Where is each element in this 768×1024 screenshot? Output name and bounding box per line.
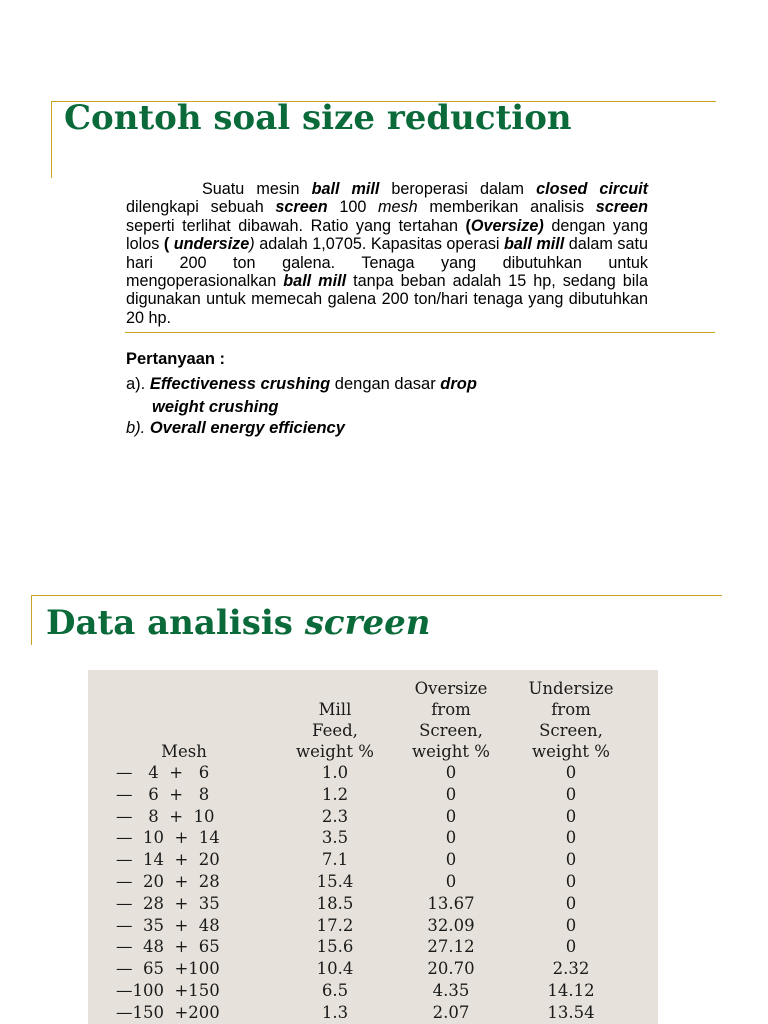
header-line: from (431, 700, 471, 719)
paragraph-segment: Suatu mesin (202, 180, 312, 198)
table-row (88, 936, 630, 958)
cell-oversize: 2.07 (432, 1002, 470, 1022)
cell-mill-feed: 1.2 (321, 784, 349, 804)
header-oversize (390, 670, 512, 762)
cell-undersize: 0 (565, 893, 577, 913)
table-row (88, 827, 630, 849)
cell-mill-feed: 18.5 (316, 893, 354, 913)
cell-undersize: 0 (565, 850, 577, 870)
cell-undersize: 0 (565, 784, 577, 804)
slide2-title-emph: screen (304, 603, 431, 643)
paragraph-segment: screen (595, 198, 648, 217)
table-row (88, 849, 630, 871)
paragraph-segment: ( (163, 235, 174, 254)
paragraph-segment: undersize (173, 235, 250, 254)
cell-undersize: 0 (565, 763, 577, 782)
cell-mill-feed: 2.3 (321, 806, 349, 826)
paragraph-segment: ball mill (283, 272, 347, 291)
cell-oversize: 13.67 (427, 893, 475, 913)
header-line: Screen, (419, 721, 483, 740)
cell-mesh: —150 +200 (116, 1002, 220, 1022)
cell-mesh: — 48 + 65 (116, 937, 220, 957)
table-row (88, 980, 630, 1002)
table-row (88, 806, 630, 828)
header-undersize (512, 670, 630, 762)
cell-undersize: 13.54 (547, 1002, 595, 1022)
paragraph-segment: tanpa beban adalah 15 hp, sedang bila digunakan untuk memecah galena 200 ton/hari tenaga yang dibutuhkan 20 hp. (126, 272, 648, 327)
questions-heading: Pertanyaan : (126, 350, 226, 368)
cell-oversize: 0 (445, 828, 457, 848)
question-a-prefix: a). (126, 375, 150, 393)
paragraph-segment: memberikan analisis (417, 198, 596, 217)
header-mill-feed (280, 670, 390, 762)
cell-mill-feed: 15.6 (316, 937, 354, 957)
cell-oversize: 0 (445, 763, 457, 782)
question-a-mid: dengan dasar (330, 375, 441, 393)
slide2-frame-top (32, 595, 722, 596)
paragraph-segment: mesh (378, 198, 418, 217)
screen-analysis-scan (88, 670, 658, 1024)
cell-undersize: 0 (565, 915, 577, 935)
slide2-title-plain: Data analisis (46, 603, 305, 643)
question-a-part2: drop (440, 375, 477, 393)
question-a-part1: Effectiveness crushing (149, 375, 331, 393)
cell-mill-feed: 1.0 (321, 763, 349, 782)
paragraph-segment: ( (465, 216, 471, 235)
header-line: Feed, (312, 721, 358, 740)
cell-oversize: 0 (445, 806, 457, 826)
problem-paragraph (126, 180, 648, 327)
cell-oversize: 27.12 (427, 937, 475, 957)
cell-mesh: — 65 +100 (116, 959, 220, 979)
header-line: weight % (296, 742, 374, 761)
header-line: from (551, 700, 591, 719)
header-line: Undersize (528, 679, 614, 698)
table-row (88, 871, 630, 893)
table-row (88, 893, 630, 915)
paragraph-segment: closed circuit (536, 180, 648, 198)
paragraph-segment: dengan yang lolos (126, 216, 648, 254)
header-line: Oversize (414, 679, 488, 698)
slide2-title (46, 603, 431, 643)
cell-mill-feed: 7.1 (321, 850, 349, 870)
cell-mill-feed: 15.4 (316, 871, 354, 891)
question-a-part3: weight crushing (152, 398, 279, 416)
screen-analysis-table (88, 670, 630, 1024)
cell-mill-feed: 10.4 (316, 959, 354, 979)
paragraph-segment: seperti terlihat dibawah. Ratio yang tertahan (126, 216, 466, 235)
paragraph-segment: dalam satu hari 200 ton galena. Tenaga yang dibutuhkan untuk mengoperasionalkan (126, 235, 648, 291)
cell-mesh: — 10 + 14 (116, 828, 220, 848)
cell-mesh: — 8 + 10 (116, 806, 215, 826)
header-line: Mesh (161, 742, 207, 761)
cell-undersize: 0 (565, 828, 577, 848)
slide1-title: Contoh soal size reduction (64, 98, 572, 138)
cell-mesh: — 20 + 28 (116, 871, 220, 891)
paragraph-segment: screen (275, 198, 328, 217)
header-line: weight % (412, 742, 490, 761)
question-b-prefix: b). (126, 419, 150, 437)
cell-undersize: 0 (565, 871, 577, 891)
question-a (126, 373, 477, 419)
cell-mill-feed: 1.3 (321, 1002, 349, 1022)
cell-oversize: 0 (445, 871, 457, 891)
table-row (88, 762, 630, 784)
table-body (88, 762, 630, 1024)
cell-oversize: 20.70 (427, 959, 475, 979)
cell-mill-feed: 3.5 (321, 828, 349, 848)
cell-undersize: 0 (565, 806, 577, 826)
cell-mesh: — 6 + 8 (116, 784, 210, 804)
paragraph-segment: ) (249, 235, 255, 254)
cell-mesh: —100 +150 (116, 980, 220, 1000)
header-line: Mill (318, 700, 352, 719)
paragraph-segment: Oversize) (470, 216, 544, 235)
question-b (126, 419, 345, 438)
paragraph-segment: ball mill (311, 180, 380, 198)
table-row (88, 915, 630, 937)
slide1-frame-left (51, 101, 52, 178)
cell-mesh: — 14 + 20 (116, 850, 220, 870)
table-row (88, 784, 630, 806)
paragraph-segment: adalah 1,0705. Kapasitas operasi (254, 235, 505, 254)
table-header-row (88, 670, 630, 762)
paragraph-segment: 100 (327, 198, 379, 217)
header-line: weight % (532, 742, 610, 761)
cell-oversize: 4.35 (432, 980, 470, 1000)
paragraph-segment: ball mill (504, 235, 565, 254)
cell-mesh: — 28 + 35 (116, 893, 220, 913)
paragraph-segment: dilengkapi sebuah (126, 198, 276, 217)
paragraph-segment: beroperasi dalam (379, 180, 537, 198)
header-mesh (88, 670, 280, 762)
cell-oversize: 32.09 (427, 915, 475, 935)
cell-mill-feed: 6.5 (321, 980, 349, 1000)
cell-undersize: 14.12 (547, 980, 595, 1000)
slide2-frame-left (31, 595, 32, 645)
header-line: Screen, (539, 721, 603, 740)
cell-mill-feed: 17.2 (316, 915, 354, 935)
cell-mesh: — 4 + 6 (116, 763, 210, 782)
cell-undersize: 0 (565, 937, 577, 957)
question-b-text: Overall energy efficiency (149, 419, 345, 437)
cell-undersize: 2.32 (552, 959, 590, 979)
table-row (88, 958, 630, 980)
cell-mesh: — 35 + 48 (116, 915, 220, 935)
table-row (88, 1002, 630, 1024)
cell-oversize: 0 (445, 784, 457, 804)
slide1-rule (125, 332, 715, 333)
cell-oversize: 0 (445, 850, 457, 870)
